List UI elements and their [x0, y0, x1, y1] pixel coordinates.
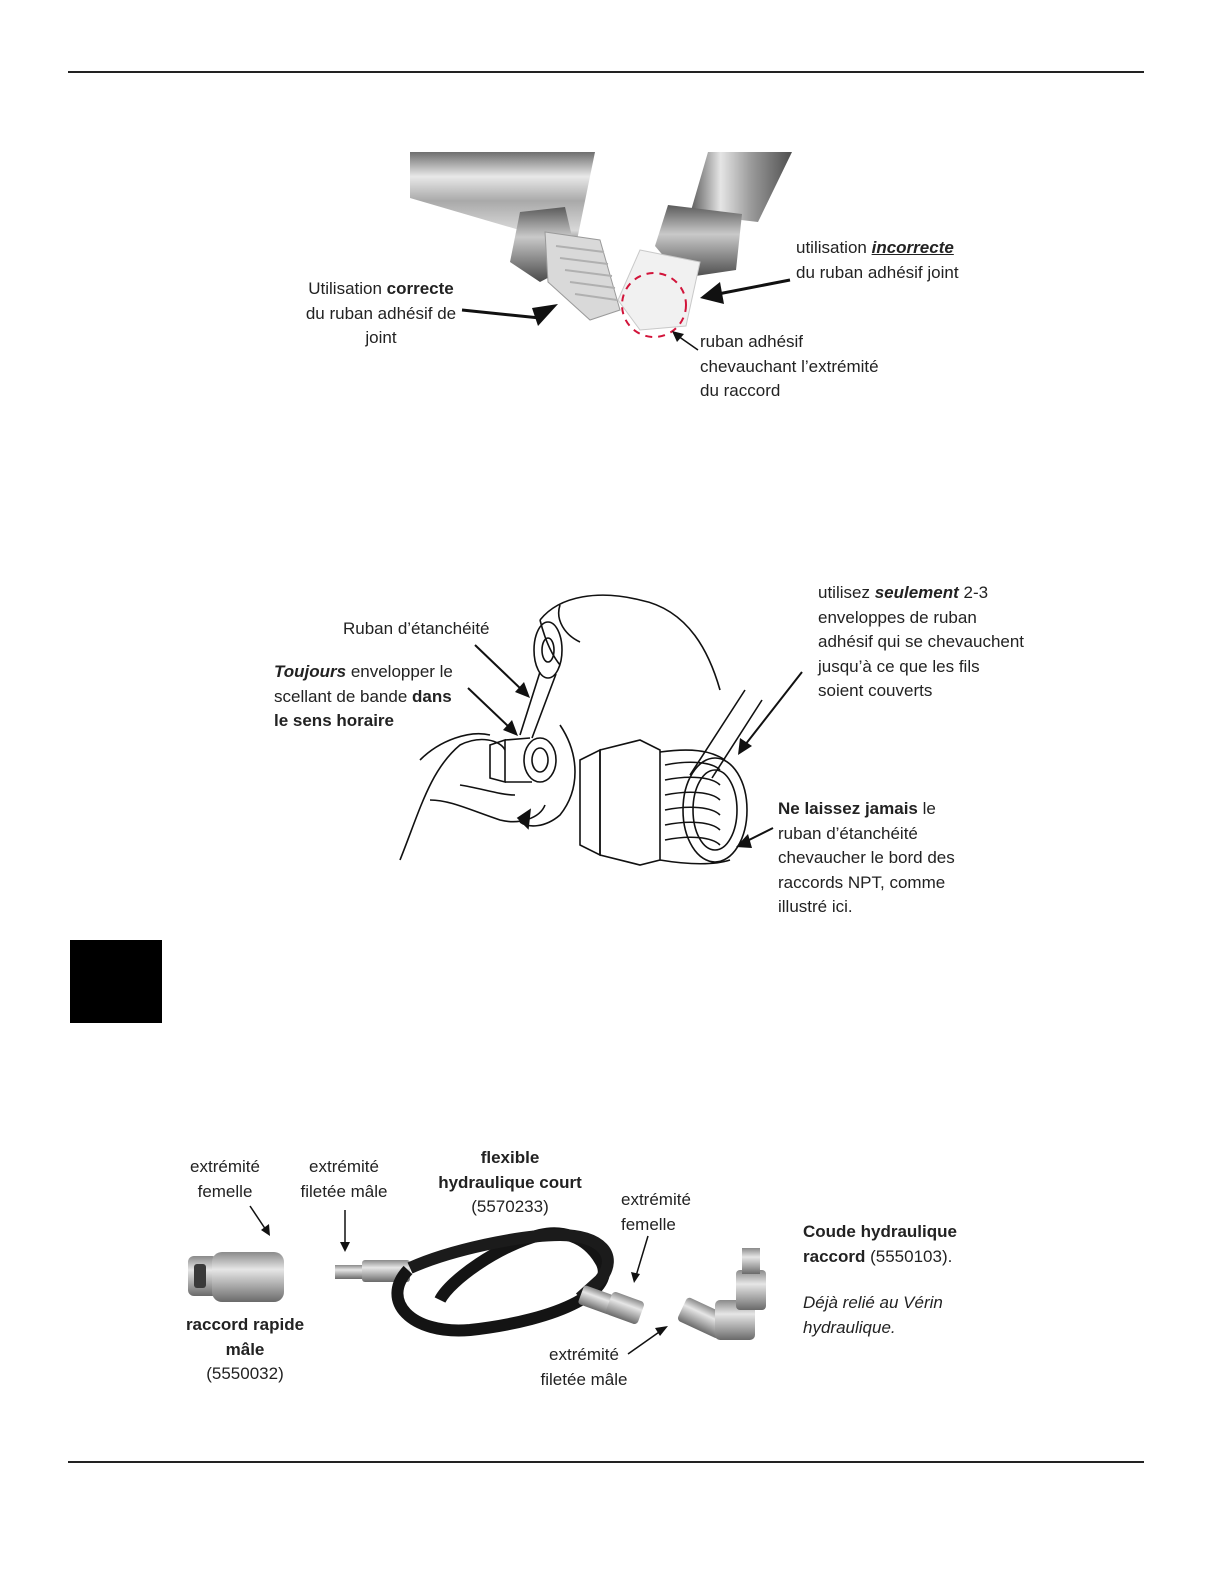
quick-coupler: [188, 1252, 284, 1302]
arrow-female: [250, 1206, 270, 1236]
text: hydraulique.: [803, 1317, 896, 1337]
label-tape: [343, 617, 543, 642]
arrow-male-threaded: [340, 1210, 350, 1252]
text: Déjà relié au Vérin: [803, 1293, 943, 1312]
text: illustré ici.: [778, 897, 853, 916]
text: joint: [365, 328, 397, 347]
text: scellant de bande: [274, 686, 412, 706]
section-tab: [70, 940, 162, 1023]
text-bold: le sens horaire: [274, 711, 395, 730]
text-bold: incorrecte: [871, 238, 954, 257]
hydraulic-hose: [335, 1233, 645, 1330]
text: femelle: [621, 1214, 676, 1234]
arrow-overlap: [672, 331, 698, 350]
incorrect-fitting: [618, 152, 792, 330]
text: extrémité: [549, 1345, 619, 1364]
text: raccords NPT, comme: [778, 872, 946, 892]
text: le: [917, 799, 936, 818]
text: ruban d’étanchéité: [778, 823, 918, 843]
text: filetée mâle: [300, 1181, 388, 1201]
text-bold: seulement: [874, 583, 959, 602]
text: soient couverts: [818, 681, 933, 700]
label-tape-overlap: [700, 330, 940, 404]
label-correct-usage: [276, 277, 486, 351]
text: chevaucher le bord des: [778, 848, 955, 867]
label-short-hose: [420, 1146, 600, 1220]
text-bold: raccord rapide: [185, 1315, 305, 1334]
label-incorrect-usage: [796, 236, 1036, 285]
label-female-end: [170, 1155, 280, 1204]
text: chevauchant l’extrémité: [700, 356, 879, 376]
label-quick-coupler: [175, 1313, 315, 1387]
label-never-overlap: [778, 797, 1018, 920]
text-bold: hydraulique court: [438, 1172, 582, 1192]
text: du raccord: [700, 381, 781, 400]
text: du ruban adhésif de: [305, 303, 457, 323]
text: Utilisation: [308, 279, 387, 298]
text-bold: flexible: [480, 1148, 540, 1167]
fitting-photo: [0, 0, 1224, 420]
text: extrémité: [621, 1190, 691, 1209]
label-only-wraps: [818, 581, 1078, 704]
text: utilisation: [796, 238, 872, 257]
text-bold: dans: [412, 686, 452, 706]
text-bold: mâle: [225, 1339, 265, 1359]
arrow-only: [738, 672, 802, 755]
label-male-threaded-end: [288, 1155, 400, 1204]
text: Ruban d’étanchéité: [343, 619, 490, 638]
arrow-female-2: [631, 1236, 648, 1283]
text-bold: raccord: [803, 1246, 866, 1266]
text: 2-3: [958, 583, 989, 602]
text: (5550032): [206, 1364, 284, 1383]
footer-rule: [68, 1461, 1144, 1463]
text: jusqu’à ce que les fils: [818, 656, 980, 676]
text: utilisez: [818, 583, 875, 602]
text-bold: Coude hydraulique: [803, 1222, 957, 1241]
text: (5570233): [471, 1197, 549, 1216]
label-elbow: [803, 1220, 1003, 1269]
text: du ruban adhésif joint: [796, 262, 959, 282]
text-bold: correcte: [386, 279, 454, 298]
text: (5550103).: [865, 1246, 953, 1266]
arrow-incorrect: [700, 280, 790, 304]
label-already-attached: [803, 1291, 1003, 1340]
text: enveloppes de ruban: [818, 607, 977, 627]
text-bold: Toujours: [274, 662, 347, 681]
text: femelle: [197, 1181, 253, 1201]
label-always-clockwise: [274, 660, 494, 734]
hydraulic-elbow: [677, 1248, 766, 1340]
text: adhésif qui se chevauchent: [818, 632, 1025, 651]
label-male-threaded-end-2: [528, 1343, 640, 1392]
label-female-end-2: [621, 1188, 721, 1237]
text: extrémité: [309, 1157, 379, 1176]
text: filetée mâle: [540, 1369, 628, 1389]
text: envelopper le: [346, 662, 453, 681]
text-bold: Ne laissez jamais: [778, 799, 918, 818]
text: extrémité: [190, 1157, 260, 1176]
text: ruban adhésif: [700, 332, 804, 351]
